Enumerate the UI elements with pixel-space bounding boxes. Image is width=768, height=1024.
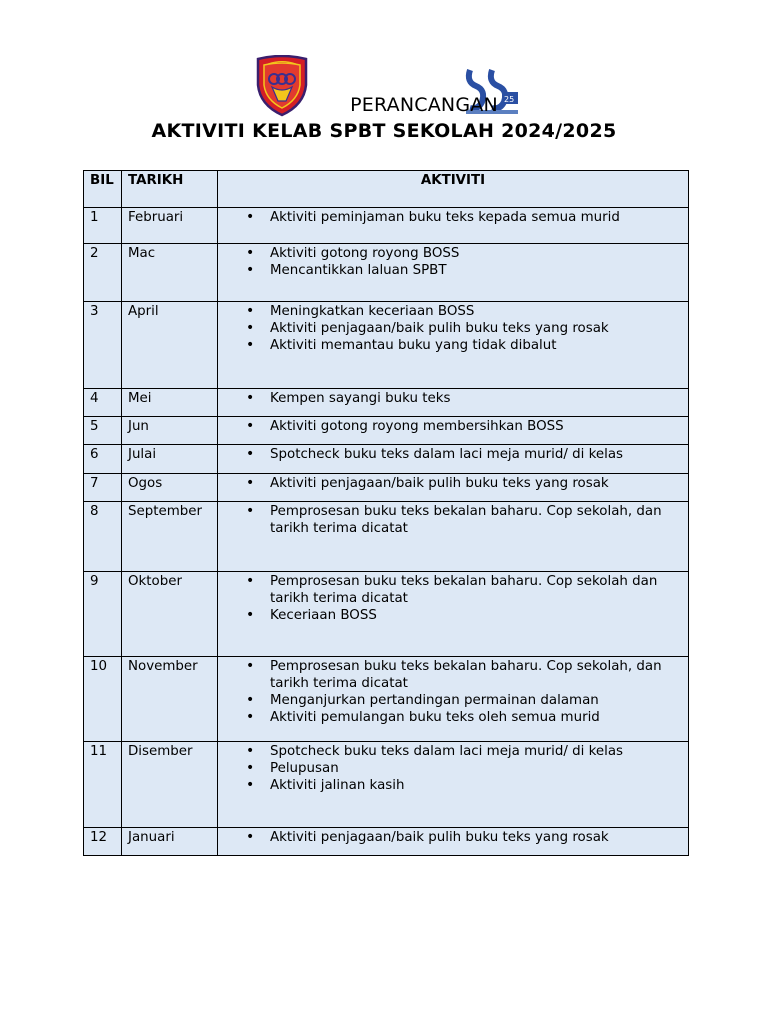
cell-aktiviti — [218, 302, 689, 389]
cell-aktiviti — [218, 417, 689, 445]
cell-tarikh: Julai — [122, 445, 218, 474]
activity-list — [224, 658, 682, 726]
cell-aktiviti — [218, 572, 689, 657]
activity-item: • Menganjurkan pertandingan permainan dalaman — [224, 692, 682, 709]
activity-item: • Kempen sayangi buku teks — [224, 390, 682, 407]
cell-aktiviti — [218, 742, 689, 828]
cell-aktiviti — [218, 657, 689, 742]
cell-tarikh: Januari — [122, 828, 218, 856]
cell-tarikh: Mei — [122, 389, 218, 417]
activity-item: • Aktiviti penjagaan/baik pulih buku teks yang rosak — [224, 829, 682, 846]
cell-aktiviti — [218, 445, 689, 474]
cell-bil: 9 — [84, 572, 122, 657]
table-row — [84, 417, 689, 445]
cell-aktiviti — [218, 474, 689, 502]
cell-bil: 12 — [84, 828, 122, 856]
table-row — [84, 208, 689, 244]
activity-item: • Pemprosesan buku teks bekalan baharu. Cop sekolah, dan tarikh terima dicatat — [224, 503, 682, 537]
cell-tarikh: Mac — [122, 244, 218, 302]
activity-item: • Spotcheck buku teks dalam laci meja murid/ di kelas — [224, 743, 682, 760]
activity-item: • Pelupusan — [224, 760, 682, 777]
table-row — [84, 244, 689, 302]
activity-list — [224, 303, 682, 354]
cell-bil: 6 — [84, 445, 122, 474]
activity-item: • Aktiviti jalinan kasih — [224, 777, 682, 794]
activity-item: • Aktiviti gotong royong membersihkan BOSS — [224, 418, 682, 435]
activity-list — [224, 446, 682, 463]
cell-tarikh: Februari — [122, 208, 218, 244]
activity-list — [224, 475, 682, 492]
cell-bil: 5 — [84, 417, 122, 445]
cell-bil: 2 — [84, 244, 122, 302]
activity-list — [224, 245, 682, 279]
cell-bil: 4 — [84, 389, 122, 417]
table-header-row — [84, 171, 689, 208]
activity-list — [224, 390, 682, 407]
activity-item: • Aktiviti penjagaan/baik pulih buku teks yang rosak — [224, 475, 682, 492]
cell-tarikh: Oktober — [122, 572, 218, 657]
activity-item: • Aktiviti memantau buku yang tidak dibalut — [224, 337, 682, 354]
cell-tarikh: April — [122, 302, 218, 389]
table-row — [84, 302, 689, 389]
activity-item: • Aktiviti pemulangan buku teks oleh semua murid — [224, 709, 682, 726]
activity-list — [224, 209, 682, 226]
activity-item: • Spotcheck buku teks dalam laci meja murid/ di kelas — [224, 446, 682, 463]
cell-tarikh: Disember — [122, 742, 218, 828]
activity-item: • Meningkatkan keceriaan BOSS — [224, 303, 682, 320]
cell-tarikh: Ogos — [122, 474, 218, 502]
cell-tarikh: Jun — [122, 417, 218, 445]
table-row — [84, 445, 689, 474]
table-row — [84, 742, 689, 828]
cell-aktiviti — [218, 828, 689, 856]
table-row — [84, 828, 689, 856]
activity-list — [224, 829, 682, 846]
activity-list — [224, 418, 682, 435]
activity-plan-table — [83, 170, 689, 856]
activity-list — [224, 573, 682, 624]
activity-item: • Aktiviti penjagaan/baik pulih buku teks yang rosak — [224, 320, 682, 337]
cell-aktiviti — [218, 208, 689, 244]
cell-bil: 8 — [84, 502, 122, 572]
cell-tarikh: September — [122, 502, 218, 572]
table-row — [84, 657, 689, 742]
activity-item: • Aktiviti peminjaman buku teks kepada semua murid — [224, 209, 682, 226]
cell-bil: 11 — [84, 742, 122, 828]
svg-text:25: 25 — [504, 95, 515, 104]
activity-list — [224, 503, 682, 537]
document-title-line1: PERANCANGAN — [350, 94, 498, 116]
header-bil: BIL — [84, 171, 122, 208]
cell-aktiviti — [218, 244, 689, 302]
activity-item: • Pemprosesan buku teks bekalan baharu. Cop sekolah dan tarikh terima dicatat — [224, 573, 682, 607]
header-aktiviti: AKTIVITI — [218, 171, 689, 208]
activity-item: • Keceriaan BOSS — [224, 607, 682, 624]
cell-bil: 3 — [84, 302, 122, 389]
table-row — [84, 389, 689, 417]
table-row — [84, 474, 689, 502]
activity-item: • Aktiviti gotong royong BOSS — [224, 245, 682, 262]
cell-tarikh: November — [122, 657, 218, 742]
table-row — [84, 572, 689, 657]
cell-aktiviti — [218, 502, 689, 572]
cell-aktiviti — [218, 389, 689, 417]
activity-list — [224, 743, 682, 794]
cell-bil: 7 — [84, 474, 122, 502]
cell-bil: 1 — [84, 208, 122, 244]
table-row — [84, 502, 689, 572]
activity-item: • Pemprosesan buku teks bekalan baharu. Cop sekolah, dan tarikh terima dicatat — [224, 658, 682, 692]
document-title-line2: AKTIVITI KELAB SPBT SEKOLAH 2024/2025 — [151, 120, 617, 142]
activity-item: • Mencantikkan laluan SPBT — [224, 262, 682, 279]
cell-bil: 10 — [84, 657, 122, 742]
header-tarikh: TARIKH — [122, 171, 218, 208]
